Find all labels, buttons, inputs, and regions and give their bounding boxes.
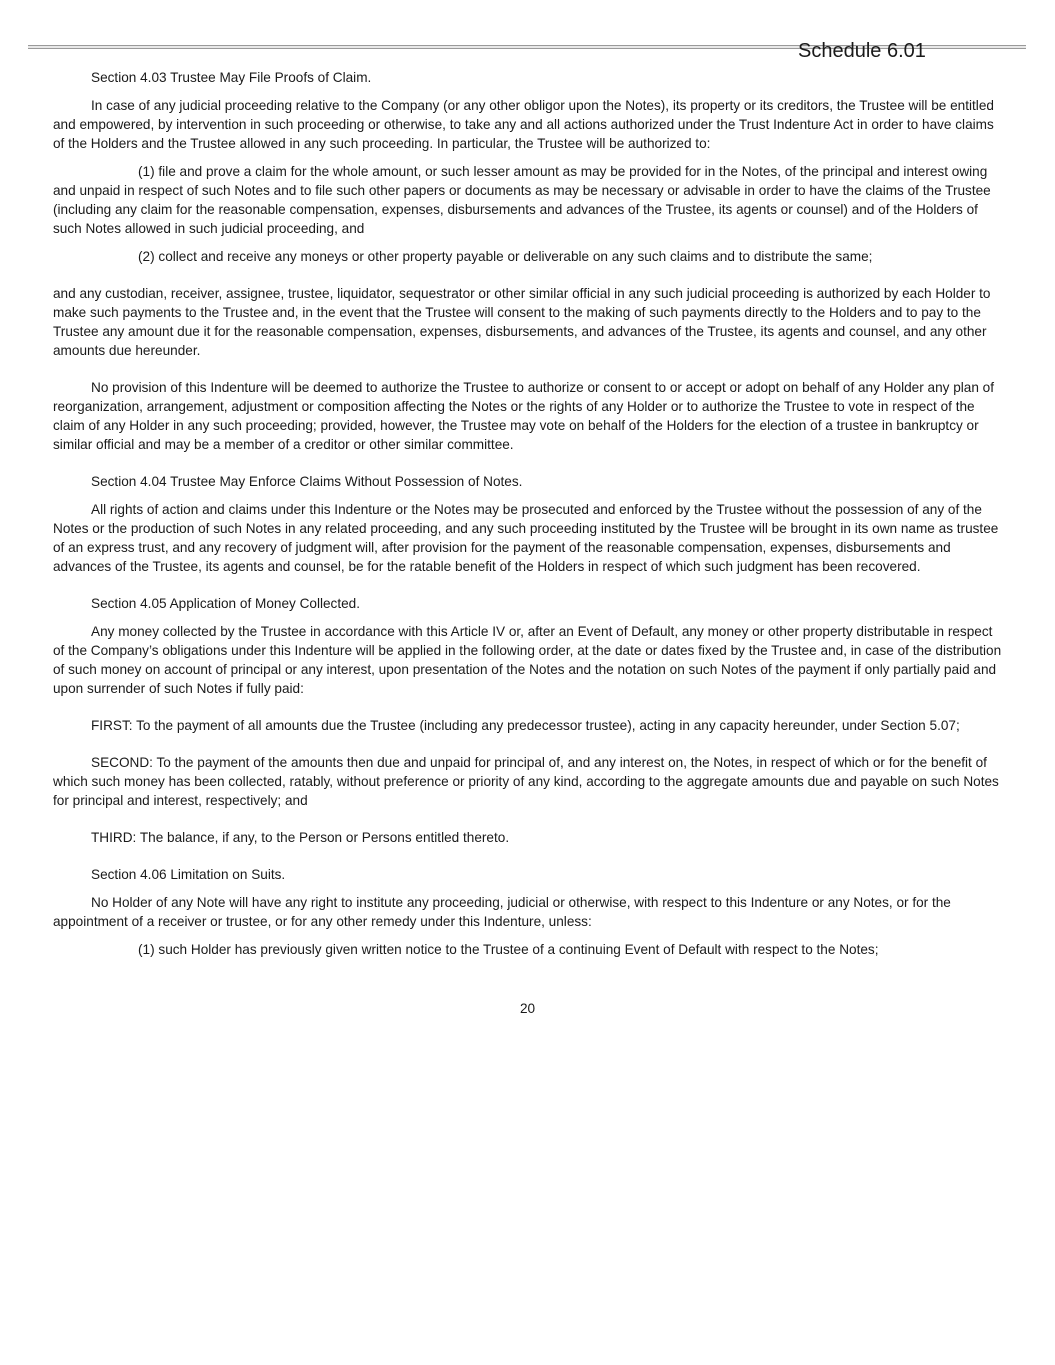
document-body (53, 68, 1003, 959)
page-number: 20 (519, 1001, 536, 1016)
section-4-05-second: SECOND: To the payment of the amounts then due and unpaid for principal of, and any interest on, the Notes, in respect of which or for the benefit of which such money has been collected, ratably, without preference or priority of any kind, according to the aggregate amounts due and payable on such Notes for principal and interest, respectively; and (53, 755, 999, 808)
section-4-05-first: FIRST: To the payment of all amounts due the Trustee (including any predecessor trustee), acting in any capacity hereunder, under Section 5.07; (91, 718, 960, 733)
section-4-05-paragraph-1: Any money collected by the Trustee in accordance with this Article IV or, after an Event of Default, any money or other property distributable in respect of the Company’s obligations under this Indenture will be applied in the following order, at the date or dates fixed by the Trustee and, in case of the distribution of such money on account of principal or any interest, upon presentation of the Notes and the notation on such Notes of the payment if only partially paid and upon surrender of such Notes if fully paid: (53, 624, 1002, 696)
section-4-03-paragraph-2: and any custodian, receiver, assignee, trustee, liquidator, sequestrator or other similar official in any such judicial proceeding is authorized by each Holder to make such payments to the Trustee and, in the event that the Trustee will consent to the making of such payments directly to the Holders and to pay to the Trustee any amount due it for the reasonable compensation, expenses, disbursements, and advances of the Trustee, its agents and counsel, and any other amounts due hereunder. (53, 286, 991, 358)
section-4-03-item-2: (2) collect and receive any moneys or other property payable or deliverable on any such claims and to distribute the same; (138, 249, 873, 264)
section-4-03-paragraph-1: In case of any judicial proceeding relative to the Company (or any other obligor upon the Notes), its property or its creditors, the Trustee will be entitled and empowered, by intervention in such proceeding or otherwise, to take any and all actions authorized under the Trust Indenture Act in order to have claims of the Holders and the Trustee allowed in any such proceeding. In particular, the Trustee will be authorized to: (53, 98, 994, 151)
section-4-04-heading: Section 4.04 Trustee May Enforce Claims Without Possession of Notes. (91, 474, 523, 489)
section-4-06-heading: Section 4.06 Limitation on Suits. (91, 867, 286, 882)
section-4-06-paragraph-1: No Holder of any Note will have any right to institute any proceeding, judicial or otherwise, with respect to this Indenture or any Notes, or for the appointment of a receiver or trustee, or for any other remedy under this Indenture, unless: (53, 895, 951, 929)
section-4-03-item-1: (1) file and prove a claim for the whole amount, or such lesser amount as may be provided for in the Notes, of the principal and interest owing and unpaid in respect of such Notes and to file such other papers or documents as may be necessary or advisable in order to have the claims of the Trustee (including any claim for the reasonable compensation, expenses, disbursements and advances of the Trustee, its agents or counsel) and of the Holders of such Notes allowed in such judicial proceeding, and (53, 164, 991, 236)
section-4-05-third: THIRD: The balance, if any, to the Person or Persons entitled thereto. (91, 830, 510, 845)
section-4-03-heading: Section 4.03 Trustee May File Proofs of Claim. (91, 70, 372, 85)
section-4-06-item-1: (1) such Holder has previously given written notice to the Trustee of a continuing Event of Default with respect to the Notes; (138, 942, 879, 957)
section-4-05-heading: Section 4.05 Application of Money Collected. (91, 596, 361, 611)
section-4-03-paragraph-3: No provision of this Indenture will be deemed to authorize the Trustee to authorize or consent to or accept or adopt on behalf of any Holder any plan of reorganization, arrangement, adjustment or composition affecting the Notes or the rights of any Holder or to authorize the Trustee to vote in respect of the claim of any Holder in any such proceeding; provided, however, the Trustee may vote on behalf of the Holders for the election of a trustee in bankruptcy or similar official and may be a member of a creditor or other similar committee. (53, 380, 995, 452)
schedule-label: Schedule 6.01 (798, 40, 926, 62)
section-4-04-paragraph-1: All rights of action and claims under this Indenture or the Notes may be prosecuted and enforced by the Trustee without the possession of any of the Notes or the production of such Notes in any related proceeding, and any such proceeding instituted by the Trustee will be brought in its own name as trustee of an express trust, and any recovery of judgment will, after provision for the payment of the reasonable compensation, expenses, disbursements and advances of the Trustee, its agents and counsel, be for the ratable benefit of the Holders in respect of which such judgment has been recovered. (53, 502, 999, 574)
